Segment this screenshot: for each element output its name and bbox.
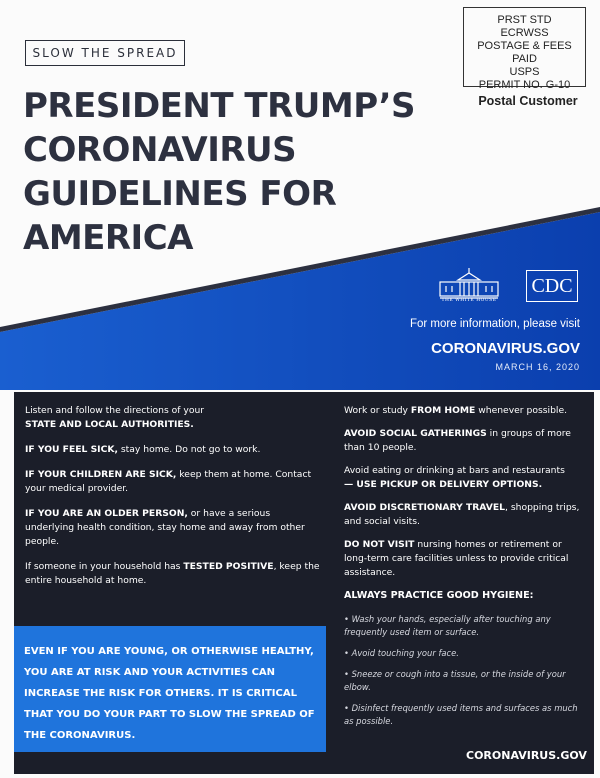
guideline-text: keep them at home. Contact your medical provider. [25,469,312,494]
postage-line: USPS [509,66,540,78]
guideline-emphasis: DO NOT VISIT [344,539,415,550]
guideline-text: Listen and follow the directions of your [25,405,205,416]
guideline-emphasis: IF YOU FEEL SICK, [25,444,118,455]
guideline-older-person [25,507,321,549]
guideline-tested-positive [25,560,321,588]
postage-line: PERMIT NO. G-10 [478,79,571,91]
guideline-work-from-home [344,404,584,418]
right-column [344,404,584,736]
guideline-emphasis: STATE AND LOCAL AUTHORITIES. [25,419,194,430]
guideline-children [25,468,321,496]
headline-line-1: PRESIDENT TRUMP’S [23,86,415,126]
guideline-text: or have a serious underlying health condition, stay home and away from other people. [25,508,305,547]
guideline-text: , keep the entire household at home. [25,561,320,586]
headline-line-4: AMERICA [23,218,193,258]
guideline-text: in groups of more than 10 people. [344,428,571,453]
coronavirus-gov-link[interactable]: CORONAVIRUS.GOV [431,340,580,357]
hygiene-bullet: • Avoid touching your face. [344,648,459,658]
guideline-travel [344,501,584,529]
more-info-text: For more information, please visit [409,318,580,330]
guideline-sick [25,443,321,457]
headline-line-2: CORONAVIRUS [23,130,297,170]
guideline-authorities [25,404,321,432]
guideline-emphasis: FROM HOME [410,405,476,416]
issue-date: MARCH 16, 2020 [495,362,580,372]
guideline-text: nursing homes or retirement or long-term care facilities unless to provide critical assistance. [344,539,569,578]
postage-indicia [463,7,586,91]
guideline-bars-restaurants [344,464,584,492]
guideline-text: whenever possible. [475,405,568,416]
guideline-text: Avoid eating or drinking at bars and restaurants [344,465,565,476]
hygiene-bullet: • Disinfect frequently used items and surfaces as much as possible. [344,703,578,726]
postage-line: ECRWSS [500,27,549,39]
guideline-emphasis: AVOID SOCIAL GATHERINGS [344,428,487,439]
guideline-emphasis: — USE PICKUP OR DELIVERY OPTIONS. [344,479,543,490]
hygiene-heading: ALWAYS PRACTICE GOOD HYGIENE: [344,590,534,601]
guideline-text: , shopping trips, and social visits. [344,502,580,527]
postage-line: PRST STD [497,14,552,26]
hygiene-bullet: • Wash your hands, especially after touching any frequently used item or surface. [344,614,551,637]
guideline-text: Work or study [344,405,411,416]
guideline-text: stay home. Do not go to work. [117,444,261,455]
more-info [380,318,580,372]
postage-line: POSTAGE & FEES PAID [477,40,572,65]
cdc-logo: CDC [526,270,578,302]
footer-coronavirus-gov-link[interactable]: CORONAVIRUS.GOV [466,749,587,762]
guideline-text: If someone in your household has [25,561,184,572]
guideline-emphasis: IF YOU ARE AN OLDER PERSON, [25,508,188,519]
postal-customer: Postal Customer [478,94,578,108]
callout-text: EVEN IF YOU ARE YOUNG, OR OTHERWISE HEALTHY, YOU ARE AT RISK AND YOUR ACTIVITIES CAN INCREASE THE RISK FOR OTHERS. IT IS CRITICAL THAT YOU DO YOUR PART TO SLOW THE SPREAD OF THE CORONAVIRUS. [24,646,315,741]
slow-the-spread-tag: SLOW THE SPREAD [25,40,185,66]
guideline-do-not-visit [344,538,584,580]
guideline-emphasis: IF YOUR CHILDREN ARE SICK, [25,469,177,480]
hygiene-bullet: • Sneeze or cough into a tissue, or the inside of your elbow. [344,669,566,692]
white-house-caption: THE WHITE HOUSE [441,298,497,303]
guideline-emphasis: AVOID DISCRETIONARY TRAVEL [344,502,506,513]
left-column [25,404,321,599]
guideline-social-gatherings [344,427,584,455]
guideline-emphasis: TESTED POSITIVE [183,561,274,572]
headline-line-3: GUIDELINES FOR [23,174,337,214]
